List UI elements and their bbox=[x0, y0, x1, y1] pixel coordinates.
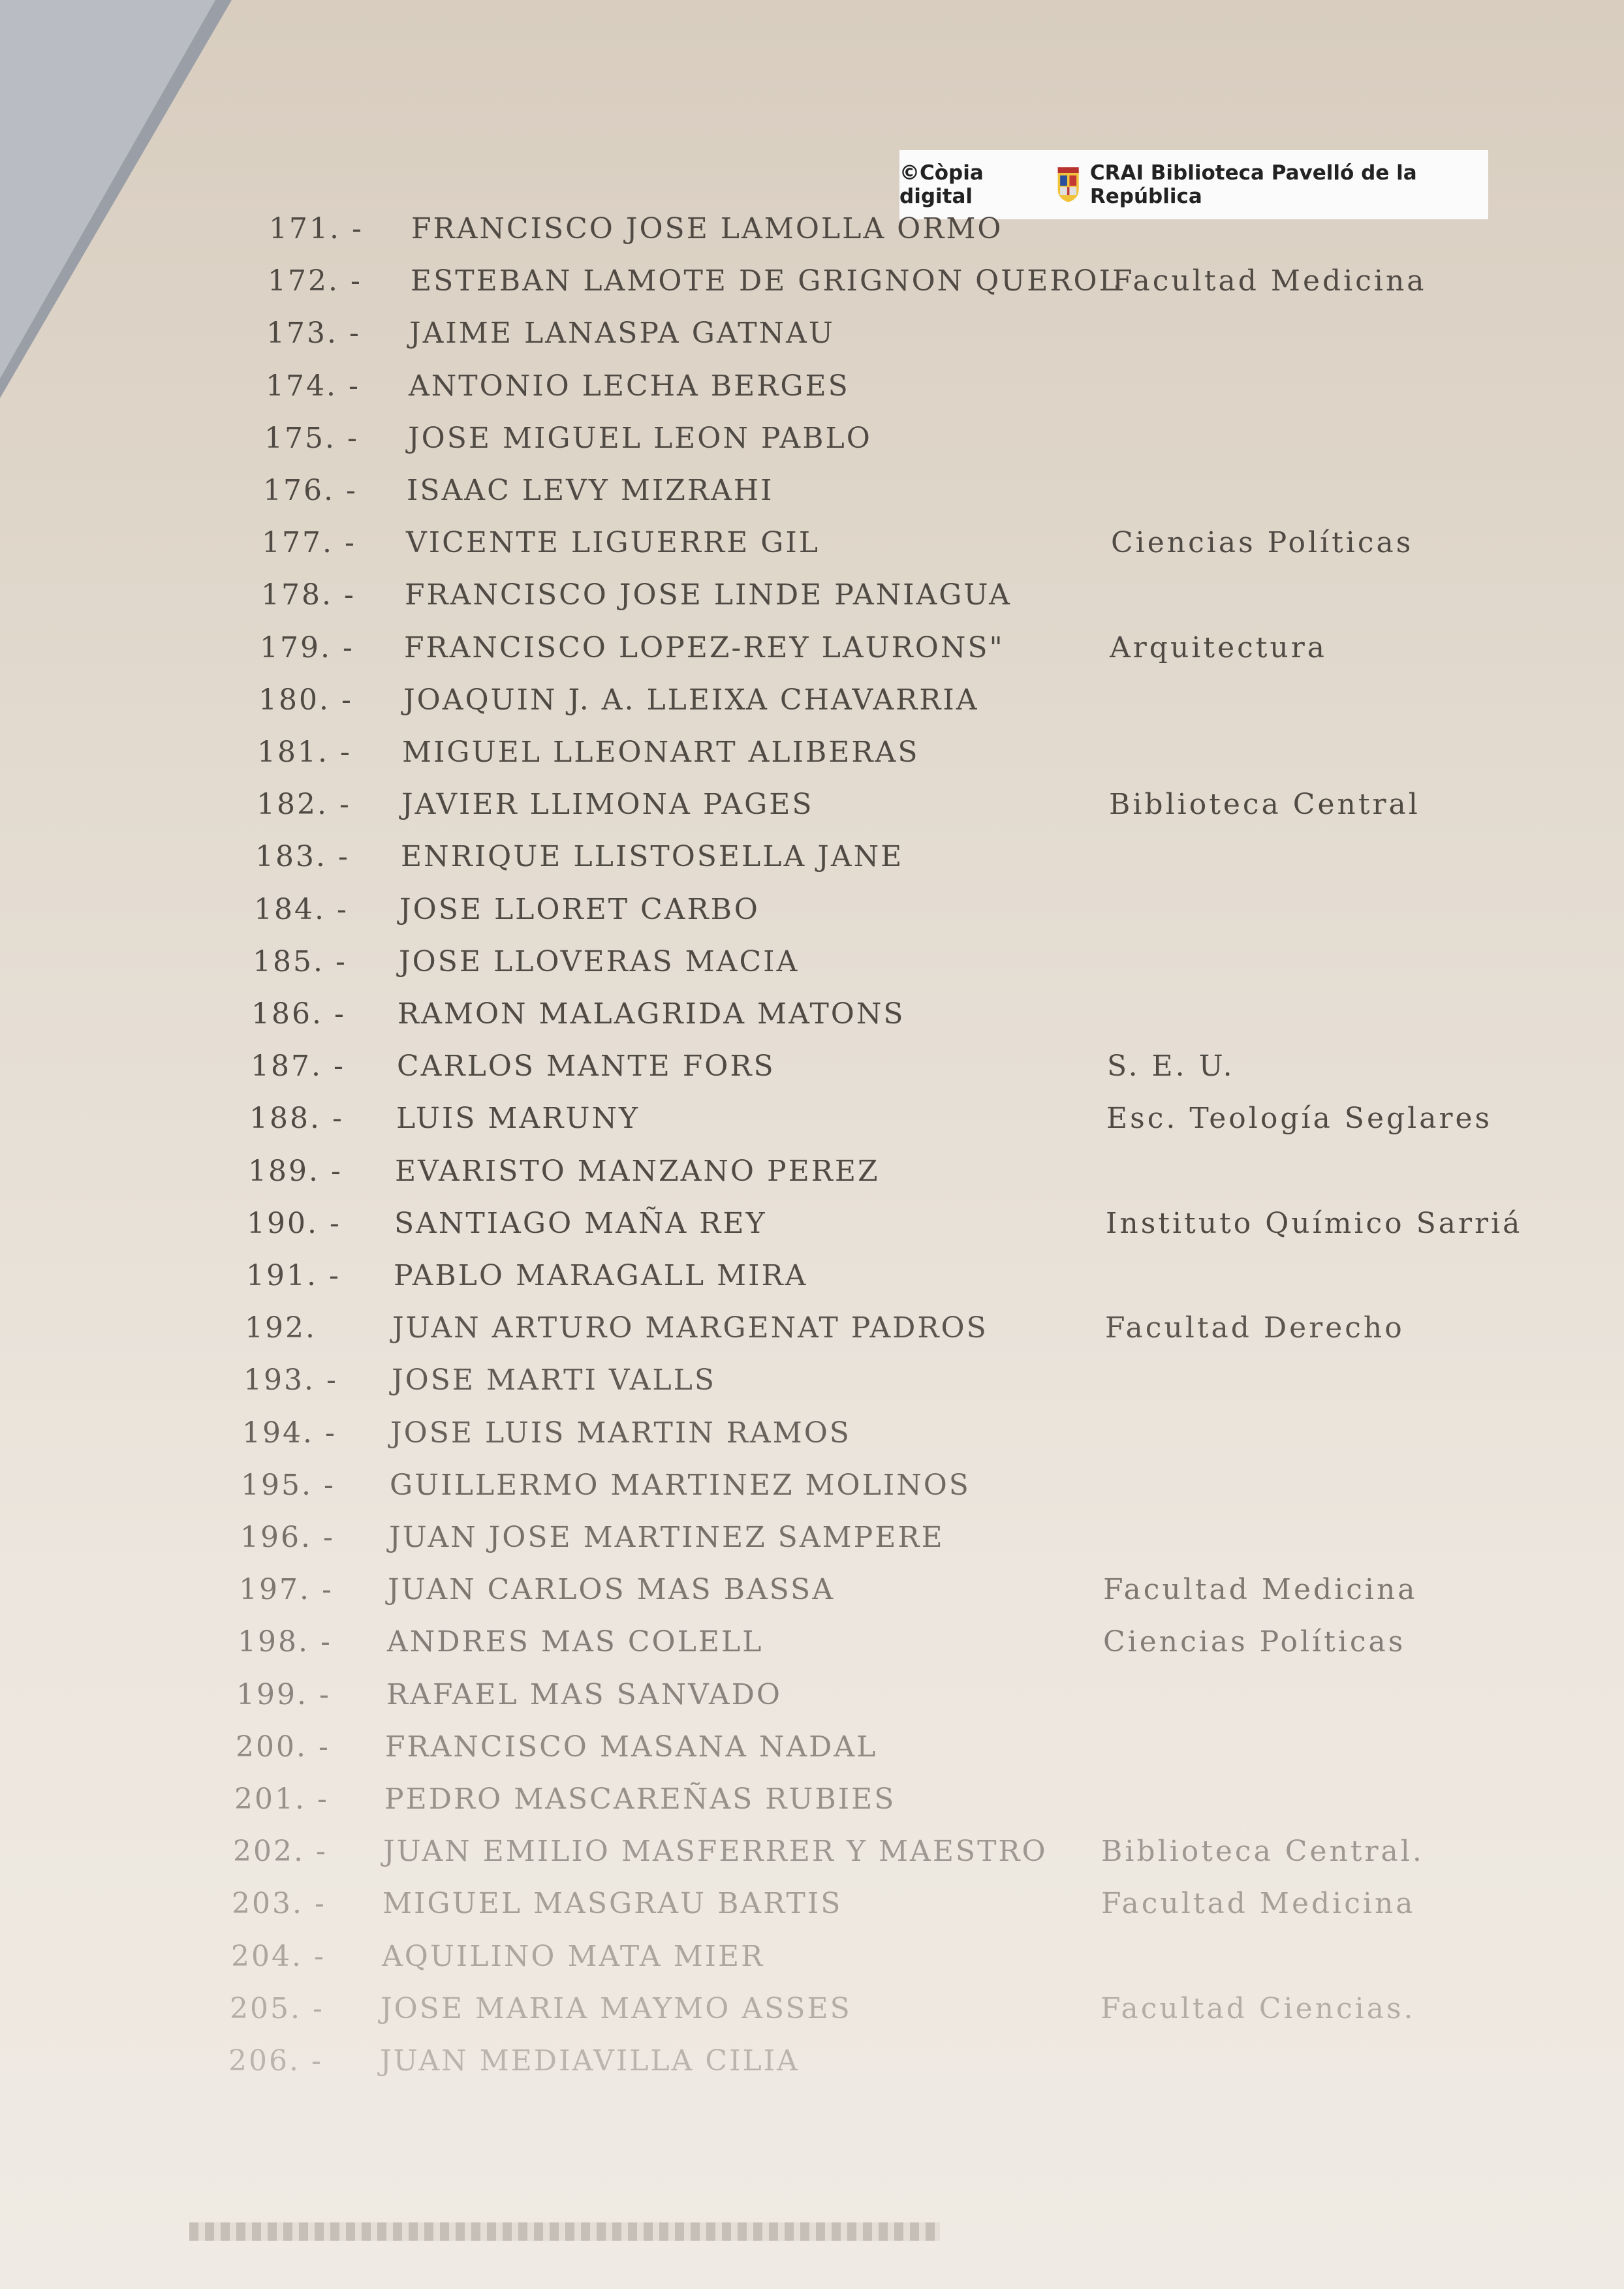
list-item bbox=[0, 2044, 1624, 2083]
list-item bbox=[0, 1469, 1624, 1508]
department-label: Ciencias Políticas bbox=[1103, 1625, 1406, 1659]
list-item bbox=[0, 997, 1624, 1036]
department-label: Facultad Medicina bbox=[1101, 1887, 1416, 1921]
person-name: MIGUEL MASGRAU BARTIS bbox=[383, 1887, 843, 1921]
list-item bbox=[0, 1835, 1624, 1874]
entry-number: 182. - bbox=[257, 788, 351, 822]
person-name: LUIS MARUNY bbox=[396, 1102, 640, 1136]
list-item bbox=[0, 1207, 1624, 1246]
person-name: ESTEBAN LAMOTE DE GRIGNON QUEROL bbox=[411, 264, 1120, 298]
department-label: Facultad Medicina bbox=[1103, 1573, 1418, 1607]
entry-number: 183. - bbox=[255, 840, 350, 874]
list-item bbox=[0, 683, 1624, 723]
department-label: Facultad Ciencias. bbox=[1101, 1991, 1416, 2025]
list-item bbox=[0, 578, 1624, 617]
person-name: ANDRES MAS COLELL bbox=[387, 1625, 764, 1659]
entry-number: 174. - bbox=[266, 369, 360, 403]
person-name: JUAN CARLOS MAS BASSA bbox=[388, 1573, 835, 1607]
list-item bbox=[0, 422, 1624, 461]
entry-number: 203. - bbox=[232, 1887, 326, 1921]
watermark-library-text: CRAI Biblioteca Pavelló de la República bbox=[1089, 161, 1417, 208]
department-label: Biblioteca Central. bbox=[1101, 1835, 1424, 1869]
person-name: GUILLERMO MARTINEZ MOLINOS bbox=[390, 1468, 971, 1502]
entry-number: 190. - bbox=[247, 1206, 341, 1240]
list-item bbox=[0, 840, 1624, 879]
entry-number: 196. - bbox=[240, 1521, 335, 1554]
person-name: RAMON MALAGRIDA MATONS bbox=[398, 997, 905, 1031]
list-item bbox=[0, 1416, 1624, 1456]
list-item bbox=[0, 526, 1624, 565]
entry-number: 186. - bbox=[251, 997, 346, 1031]
entry-number: 185. - bbox=[253, 944, 347, 978]
entry-number: 205. - bbox=[230, 1991, 324, 2025]
person-name: JOSE LLOVERAS MACIA bbox=[399, 944, 800, 978]
list-item bbox=[0, 1940, 1624, 1979]
entry-number: 195. - bbox=[241, 1468, 336, 1502]
list-item bbox=[0, 1311, 1624, 1350]
entry-number: 194. - bbox=[242, 1416, 337, 1450]
department-label: S. E. U. bbox=[1107, 1050, 1235, 1083]
entry-number: 197. - bbox=[239, 1573, 334, 1607]
list-item bbox=[0, 1625, 1624, 1664]
entry-number: 181. - bbox=[257, 736, 352, 769]
department-label: Ciencias Políticas bbox=[1111, 526, 1414, 560]
department-label: Esc. Teología Seglares bbox=[1106, 1102, 1493, 1136]
person-name: FRANCISCO JOSE LINDE PANIAGUA bbox=[405, 578, 1012, 612]
person-name: FRANCISCO JOSE LAMOLLA ORMO bbox=[411, 212, 1003, 245]
entry-number: 199. - bbox=[236, 1677, 331, 1711]
entry-number: 176. - bbox=[263, 474, 358, 507]
person-name: JUAN JOSE MARTINEZ SAMPERE bbox=[389, 1521, 945, 1554]
list-item bbox=[0, 1521, 1624, 1560]
list-item bbox=[0, 1573, 1624, 1612]
list-item bbox=[0, 1155, 1624, 1194]
person-name: JOSE LLORET CARBO bbox=[399, 892, 760, 926]
person-name: ENRIQUE LLISTOSELLA JANE bbox=[401, 840, 904, 874]
entry-number: 187. - bbox=[251, 1050, 345, 1083]
person-name: PEDRO MASCAREÑAS RUBIES bbox=[384, 1783, 896, 1816]
entry-number: 191. - bbox=[246, 1259, 341, 1292]
person-name: RAFAEL MAS SANVADO bbox=[386, 1677, 782, 1711]
bottom-print-artifact bbox=[189, 2222, 940, 2241]
entry-number: 193. - bbox=[243, 1363, 338, 1397]
list-item bbox=[0, 474, 1624, 513]
person-name: PABLO MARAGALL MIRA bbox=[394, 1259, 808, 1292]
person-name: JOSE MIGUEL LEON PABLO bbox=[408, 421, 872, 455]
list-item bbox=[0, 1887, 1624, 1926]
department-label: Arquitectura bbox=[1110, 631, 1328, 664]
person-name: AQUILINO MATA MIER bbox=[382, 1939, 765, 1973]
list-item bbox=[0, 1102, 1624, 1141]
list-item bbox=[0, 317, 1624, 356]
person-name: JAIME LANASPA GATNAU bbox=[409, 317, 835, 350]
person-name: FRANCISCO MASANA NADAL bbox=[385, 1730, 878, 1764]
person-name: FRANCISCO LOPEZ-REY LAURONS" bbox=[404, 631, 1005, 664]
person-name: JOSE LUIS MARTIN RAMOS bbox=[390, 1416, 851, 1450]
department-label: Facultad Medicina bbox=[1112, 264, 1427, 298]
entry-number: 173. - bbox=[266, 317, 361, 350]
list-item bbox=[0, 1050, 1624, 1089]
person-name: JAVIER LLIMONA PAGES bbox=[401, 788, 814, 822]
person-name: ISAAC LEVY MIZRAHI bbox=[407, 474, 774, 507]
department-label: Instituto Químico Sarriá bbox=[1106, 1206, 1523, 1240]
list-item bbox=[0, 788, 1624, 827]
person-name: SANTIAGO MAÑA REY bbox=[394, 1206, 767, 1240]
person-name: JUAN MEDIAVILLA CILIA bbox=[380, 2044, 800, 2078]
entry-number: 171. - bbox=[269, 212, 364, 245]
watermark-copy-text: ©Còpia digital bbox=[899, 161, 984, 208]
list-item bbox=[0, 1730, 1624, 1769]
list-item bbox=[0, 264, 1624, 304]
department-label: Biblioteca Central bbox=[1109, 788, 1420, 822]
entry-number: 188. - bbox=[249, 1102, 344, 1136]
list-item bbox=[0, 893, 1624, 932]
entry-number: 201. - bbox=[234, 1783, 329, 1816]
entry-number: 189. - bbox=[248, 1154, 343, 1188]
entry-number: 180. - bbox=[258, 683, 353, 717]
list-item bbox=[0, 945, 1624, 984]
list-item bbox=[0, 1783, 1624, 1822]
list-item bbox=[0, 1678, 1624, 1717]
list-item bbox=[0, 1992, 1624, 2031]
entry-number: 192. bbox=[245, 1311, 317, 1345]
entry-number: 172. - bbox=[268, 264, 362, 298]
person-name: JUAN EMILIO MASFERRER Y MAESTRO bbox=[383, 1835, 1048, 1869]
list-item bbox=[0, 212, 1624, 251]
entry-number: 177. - bbox=[262, 526, 356, 560]
list-item bbox=[0, 1363, 1624, 1403]
entry-number: 202. - bbox=[233, 1835, 328, 1869]
person-name: ANTONIO LECHA BERGES bbox=[409, 369, 850, 403]
department-label: Facultad Derecho bbox=[1105, 1311, 1405, 1345]
person-name: CARLOS MANTE FORS bbox=[397, 1050, 775, 1083]
entry-number: 184. - bbox=[254, 892, 349, 926]
list-item bbox=[0, 1259, 1624, 1298]
entry-number: 206. - bbox=[228, 2044, 323, 2078]
person-name: JOAQUIN J. A. LLEIXA CHAVARRIA bbox=[403, 683, 979, 717]
person-name: EVARISTO MANZANO PEREZ bbox=[395, 1154, 880, 1188]
entry-number: 175. - bbox=[264, 421, 359, 455]
person-name: JOSE MARIA MAYMO ASSES bbox=[381, 1991, 852, 2025]
entry-number: 204. - bbox=[231, 1939, 326, 1973]
entry-number: 179. - bbox=[260, 631, 354, 664]
entry-number: 198. - bbox=[238, 1625, 332, 1659]
person-name: JUAN ARTURO MARGENAT PADROS bbox=[392, 1311, 988, 1345]
list-item bbox=[0, 369, 1624, 409]
person-name: VICENTE LIGUERRE GIL bbox=[406, 526, 820, 560]
list-item bbox=[0, 736, 1624, 775]
list-item bbox=[0, 631, 1624, 670]
person-name: MIGUEL LLEONART ALIBERAS bbox=[402, 736, 920, 769]
person-name: JOSE MARTI VALLS bbox=[392, 1363, 717, 1397]
entry-number: 200. - bbox=[236, 1730, 330, 1764]
entry-number: 178. - bbox=[261, 578, 356, 612]
